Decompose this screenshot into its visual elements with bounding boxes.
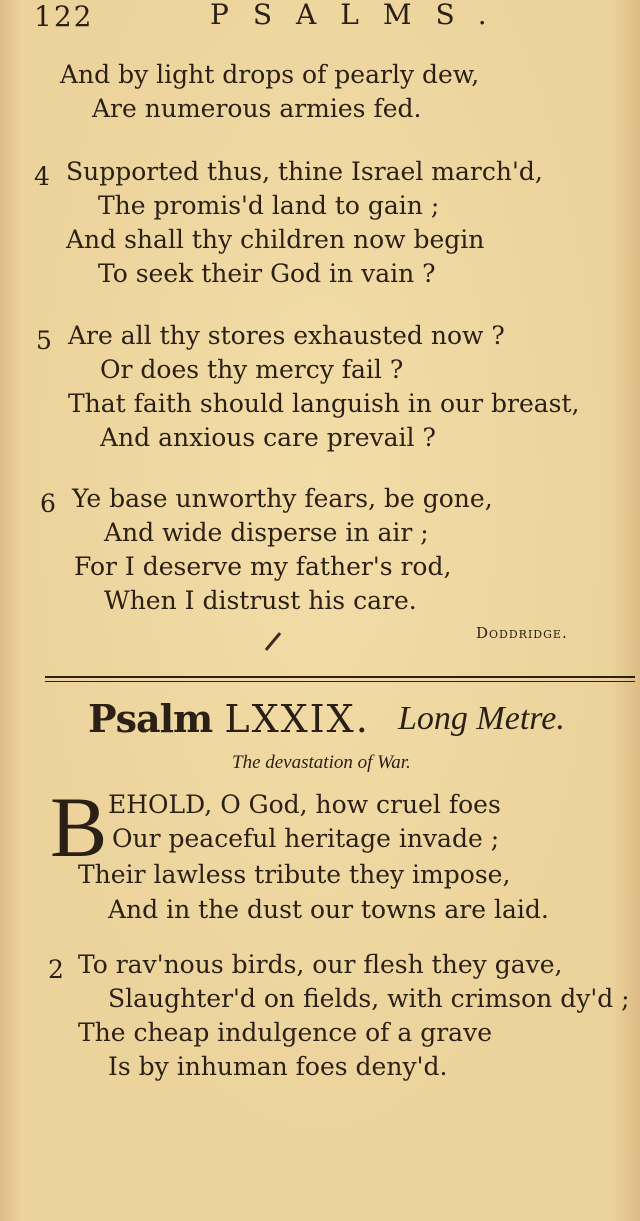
verse-line: And anxious care prevail ? [100, 423, 436, 452]
psalm-word: Psalm [88, 696, 213, 741]
verse-line: To rav'nous birds, our flesh they gave, [78, 950, 563, 979]
verse-line: And by light drops of pearly dew, [60, 60, 480, 89]
page-number: 122 [34, 0, 94, 33]
verse-line: Supported thus, thine Israel march'd, [66, 157, 543, 186]
verse-line: And in the dust our towns are laid. [108, 895, 549, 924]
running-title: PSALMS. [210, 0, 511, 31]
verse-number: 4 [34, 162, 50, 191]
verse-line: Our peaceful heritage invade ; [112, 824, 500, 853]
verse-line: Slaughter'd on fields, with crimson dy'd ; [108, 984, 630, 1013]
verse-line: To seek their God in vain ? [98, 259, 436, 288]
drop-cap: B [50, 779, 108, 875]
verse-number: 5 [36, 326, 52, 355]
verse-line: Or does thy mercy fail ? [100, 355, 404, 384]
verse-line: That faith should languish in our breast, [68, 389, 580, 418]
verse-line: Is by inhuman foes deny'd. [108, 1052, 448, 1081]
psalm-subtitle: The devastation of War. [232, 752, 411, 773]
verse-line: Are all thy stores exhausted now ? [68, 321, 505, 350]
psalm-heading [88, 696, 370, 741]
verse-line: Are numerous armies fed. [92, 94, 422, 123]
verse-line: And shall thy children now begin [66, 225, 485, 254]
verse-number: 6 [40, 489, 56, 518]
attribution: Doddridge. [476, 624, 568, 642]
section-rule [45, 676, 635, 678]
psalm-metre: Long Metre. [398, 700, 565, 737]
verse-line: Ye base unworthy fears, be gone, [72, 484, 493, 513]
verse-number: 2 [48, 955, 64, 984]
psalm-number: LXXIX. [224, 697, 370, 741]
verse-line: The promis'd land to gain ; [98, 191, 440, 220]
verse-line: The cheap indulgence of a grave [78, 1018, 492, 1047]
verse-line: When I distrust his care. [104, 586, 417, 615]
verse-line: For I deserve my father's rod, [74, 552, 452, 581]
section-rule [45, 681, 635, 682]
ink-mark [265, 632, 281, 651]
verse-line: Their lawless tribute they impose, [78, 860, 511, 889]
verse-line: EHOLD, O God, how cruel foes [108, 790, 501, 819]
verse-line: And wide disperse in air ; [104, 518, 429, 547]
